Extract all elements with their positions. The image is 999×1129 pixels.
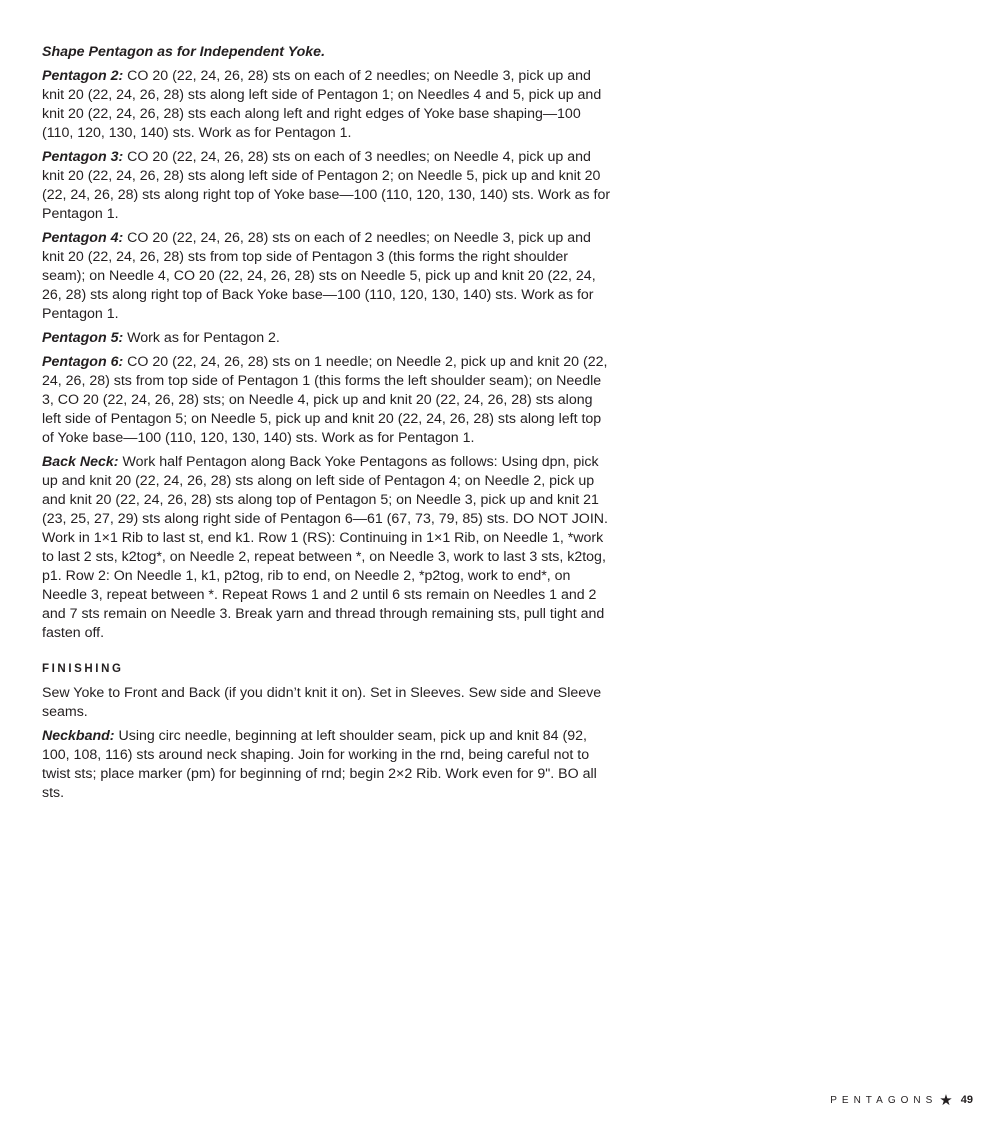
pentagon-3-paragraph <box>42 148 614 224</box>
paragraph-text: CO 20 (22, 24, 26, 28) sts on each of 3 needles; on Needle 4, pick up and knit 20 (22, 24, 26, 28) sts along left side of Pentagon 2; on Needle 5, pick up and knit 20 (22, 24, 26, 28) sts along right top of Yoke base—100 (110, 120, 130, 140) sts. Work as for Pentagon 1. <box>42 149 611 222</box>
intro-text: Shape Pentagon as for Independent Yoke. <box>42 44 326 60</box>
neckband-paragraph <box>42 727 614 803</box>
pentagon-2-paragraph <box>42 67 614 143</box>
finishing-paragraph: Sew Yoke to Front and Back (if you didn’t knit it on). Set in Sleeves. Sew side and Sleeve seams. <box>42 685 602 720</box>
paragraph-text: CO 20 (22, 24, 26, 28) sts on 1 needle; on Needle 2, pick up and knit 20 (22, 24, 26, 28) sts from top side of Pentagon 1 (this forms the left shoulder seam); on Needle 3, CO 20 (22, 24, 26, 28) sts; on Needle 4, pick up and knit 20 (22, 24, 26, 28) sts along left side of Pentagon 5; on Needle 5, pick up and knit 20 (22, 24, 26, 28) sts along left top of Yoke base—100 (110, 120, 130, 140) sts. Work as for Pentagon 1. <box>42 354 608 446</box>
paragraph-text: Work as for Pentagon 2. <box>123 330 280 346</box>
back-neck-paragraph <box>42 453 614 643</box>
paragraph-lead: Pentagon 2: <box>42 68 124 84</box>
paragraph-text: CO 20 (22, 24, 26, 28) sts on each of 2 needles; on Needle 3, pick up and knit 20 (22, 24, 26, 28) sts from top side of Pentagon 3 (this forms the right shoulder seam); on Needle 4, CO 20 (22, 24, 26, 28) sts on Needle 5, pick up and knit 20 (22, 24, 26, 28) sts along right top of Back Yoke base—100 (110, 120, 130, 140) sts. Work as for Pentagon 1. <box>42 230 596 322</box>
page-footer <box>830 1091 973 1109</box>
paragraph-lead: Pentagon 4: <box>42 230 124 246</box>
neckband-lead: Neckband: <box>42 728 115 744</box>
pentagon-5-paragraph <box>42 329 614 348</box>
paragraph-lead: Pentagon 3: <box>42 149 124 165</box>
page-number: 49 <box>960 1094 973 1106</box>
pentagon-6-paragraph <box>42 353 614 448</box>
paragraph-lead: Pentagon 5: <box>42 330 124 346</box>
paragraph-lead: Back Neck: <box>42 454 119 470</box>
pattern-text <box>42 43 614 808</box>
paragraph-text: CO 20 (22, 24, 26, 28) sts on each of 2 needles; on Needle 3, pick up and knit 20 (22, 24, 26, 28) sts along left side of Pentagon 1; on Needles 4 and 5, pick up and knit 20 (22, 24, 26, 28) sts each along left and right edges of Yoke base shaping—100 (110, 120, 130, 140) sts. Work as for Pentagon 1. <box>42 68 602 141</box>
paragraph-lead: Pentagon 6: <box>42 354 124 370</box>
finishing-heading: FINISHING <box>42 663 124 675</box>
intro-line <box>42 43 614 62</box>
pentagon-4-paragraph <box>42 229 614 324</box>
running-section-title: PENTAGONS <box>830 1094 938 1106</box>
neckband-text: Using circ needle, beginning at left shoulder seam, pick up and knit 84 (92, 100, 108, 116) sts around neck shaping. Join for working in the rnd, being careful not to twist sts; place marker (pm) for beginning of rnd; begin 2×2 Rib. Work even for 9". BO all sts. <box>42 728 597 801</box>
paragraph-text: Work half Pentagon along Back Yoke Pentagons as follows: Using dpn, pick up and knit 20 (22, 24, 26, 28) sts along on left side of Pentagon 4; on Needle 2, pick up and knit 20 (22, 24, 26, 28) sts along top of Pentagon 5; on Needle 3, pick up and knit 21 (23, 25, 27, 29) sts along right side of Pentagon 6—61 (67, 73, 79, 85) sts. DO NOT JOIN. Work in 1×1 Rib to last st, end k1. Row 1 (RS): Continuing in 1×1 Rib, on Needle 1, *work to last 2 sts, k2tog*, on Needle 2, repeat between *, on Needle 3, work to last 3 sts, k2tog, p1. Row 2: On Needle 1, k1, p2tog, rib to end, on Needle 2, *p2tog, work to end*, on Needle 3, repeat between *. Repeat Rows 1 and 2 until 6 sts remain on Needles 1 and 2 and 7 sts remain on Needle 3. Break yarn and thread through remaining sts, pull tight and fasten off. <box>42 454 608 641</box>
star-icon: ★ <box>939 1092 953 1109</box>
